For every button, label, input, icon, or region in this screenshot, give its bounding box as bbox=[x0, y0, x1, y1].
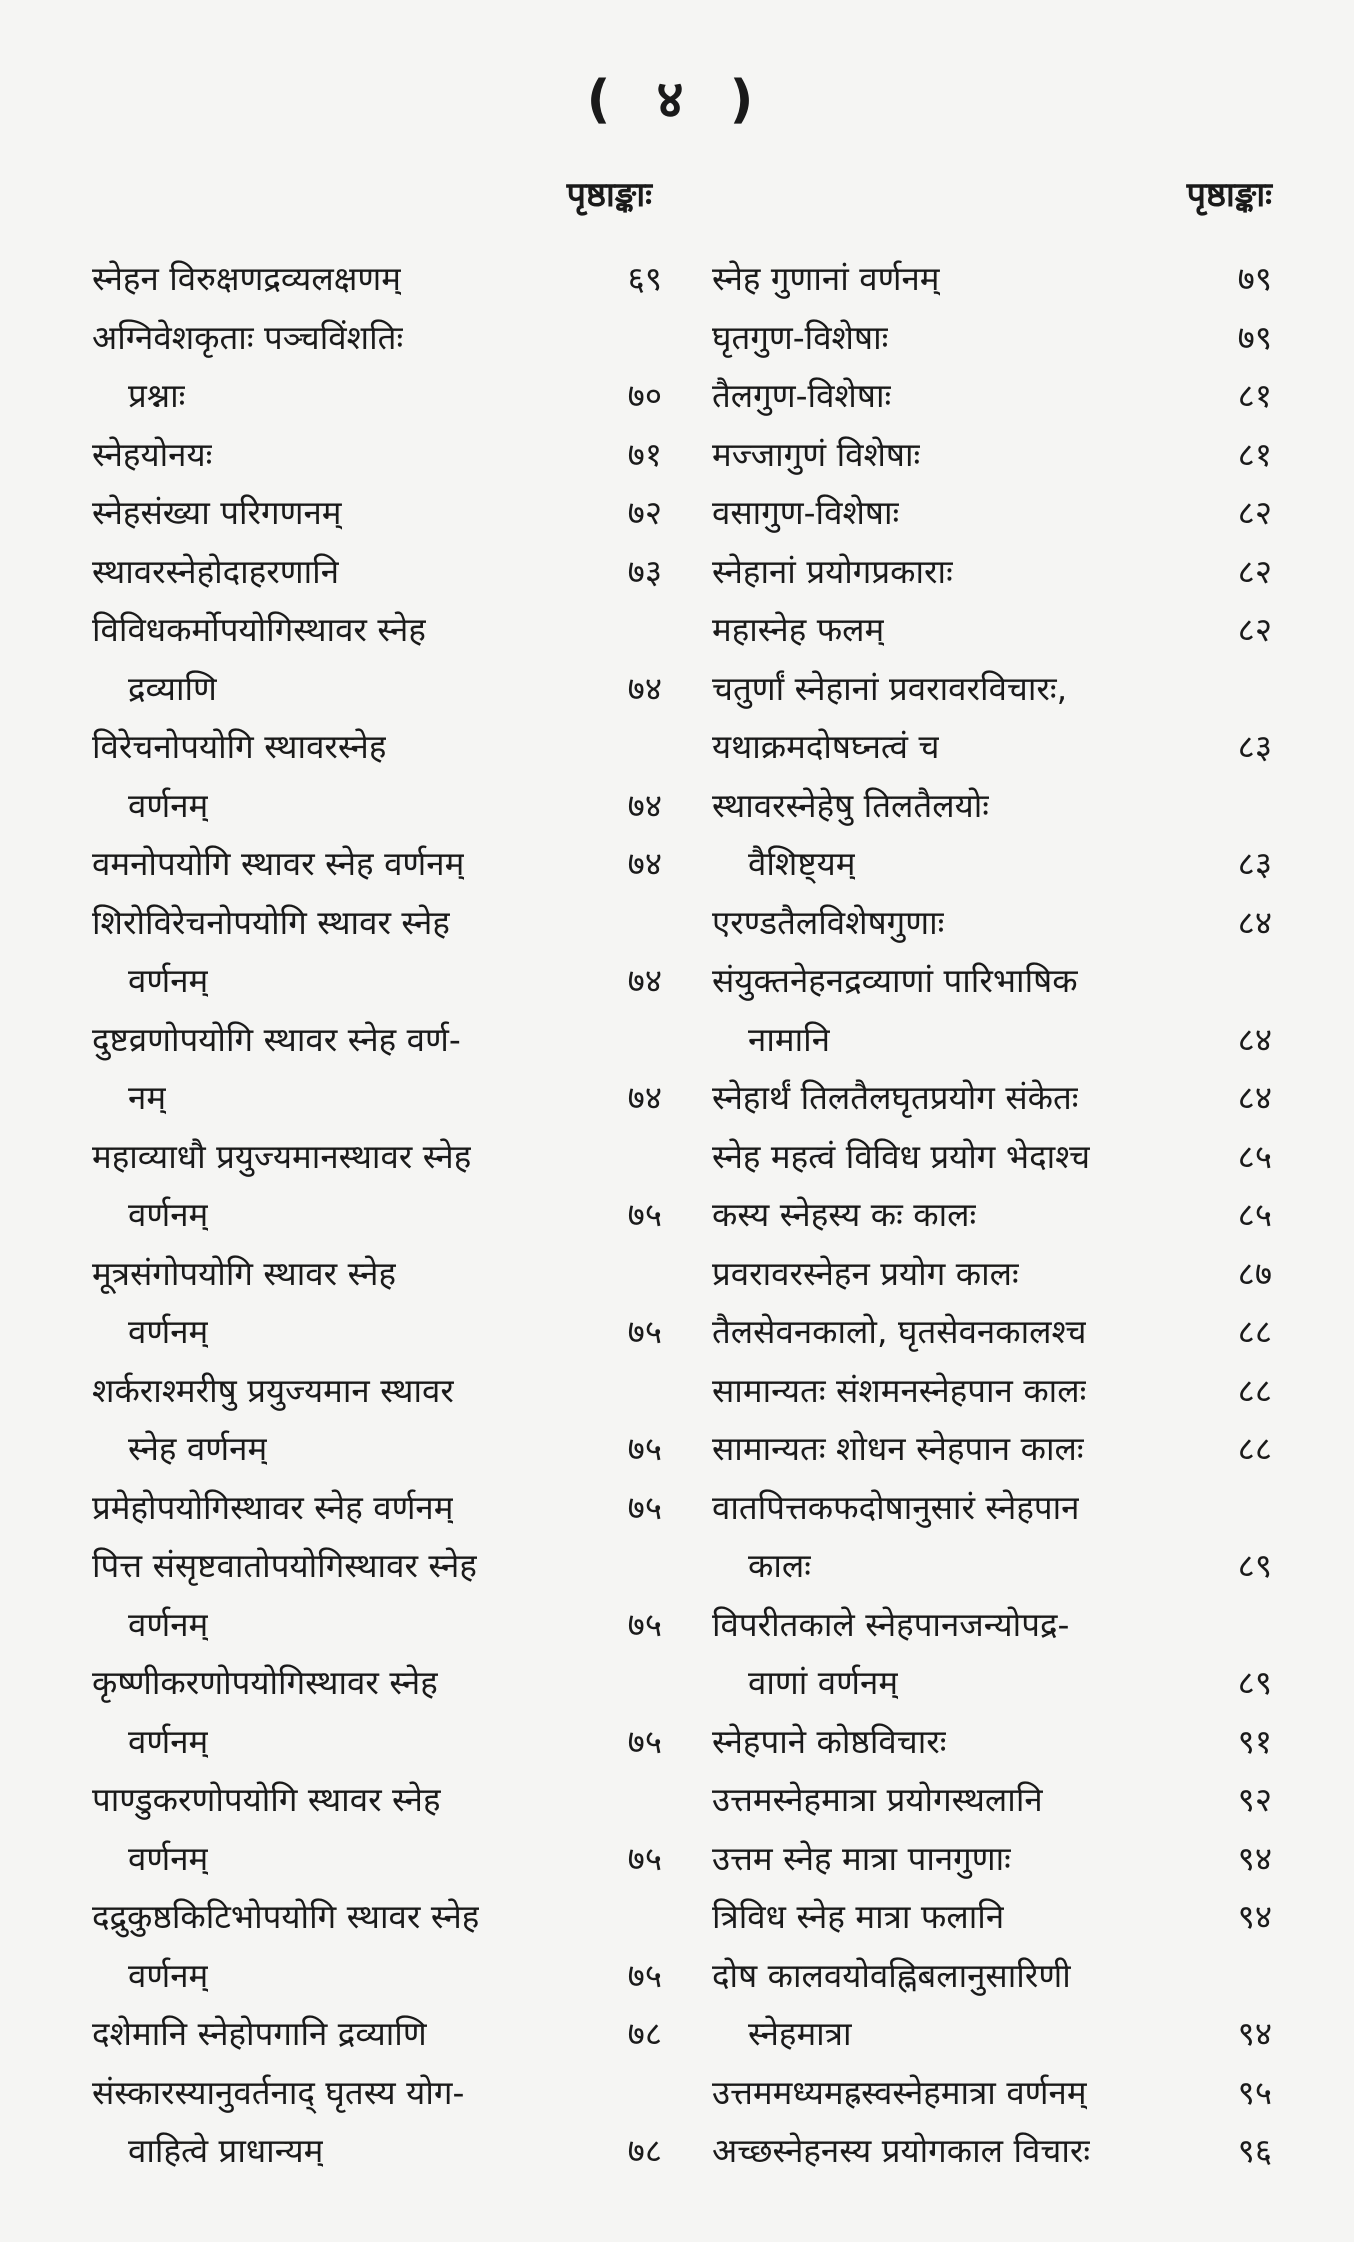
entry-page-number: ७५ bbox=[627, 1838, 662, 1878]
entry-title: मूत्रसंगोपयोगि स्थावर स्नेह bbox=[92, 1253, 397, 1293]
entry-page-number: ७५ bbox=[627, 1429, 662, 1468]
entry-page-number: ८२ bbox=[1237, 551, 1272, 591]
contents-entry bbox=[712, 1537, 1272, 1596]
contents-entry bbox=[712, 1245, 1272, 1304]
entry-title: स्नेहपाने कोष्ठविचारः bbox=[712, 1721, 947, 1761]
contents-column-left bbox=[92, 160, 662, 2181]
entry-title: वर्णनम् bbox=[128, 1604, 209, 1644]
entry-title: चतुर्णां स्नेहानां प्रवरावरविचारः, bbox=[712, 668, 1068, 708]
contents-entry bbox=[712, 660, 1272, 719]
entry-title: वसागुण-विशेषाः bbox=[712, 493, 900, 532]
entry-title: वर्णनम् bbox=[128, 1955, 209, 1995]
contents-entry bbox=[92, 367, 662, 426]
entry-title: महाव्याधौ प्रयुज्यमानस्थावर स्नेह bbox=[92, 1136, 472, 1176]
contents-entry bbox=[712, 1479, 1272, 1538]
contents-entry bbox=[92, 309, 662, 368]
entry-title: दोष कालवयोवह्निबलानुसारिणी bbox=[712, 1955, 1071, 1995]
page-column-heading-left: पृष्ठाङ्काः bbox=[566, 175, 652, 215]
entry-title: स्नेहन विरुक्षणद्रव्यलक्षणम् bbox=[92, 259, 401, 298]
entry-page-number: ८५ bbox=[1237, 1136, 1272, 1176]
contents-entry bbox=[712, 1303, 1272, 1362]
contents-entry bbox=[712, 777, 1272, 836]
contents-entry bbox=[92, 894, 662, 953]
contents-entry bbox=[92, 835, 662, 894]
entry-page-number: ७८ bbox=[627, 2014, 662, 2053]
contents-entry bbox=[712, 309, 1272, 368]
entry-page-number: ९४ bbox=[1237, 2014, 1272, 2053]
contents-entry bbox=[92, 1947, 662, 2006]
entry-page-number: ९१ bbox=[1237, 1721, 1272, 1761]
contents-entry bbox=[712, 1128, 1272, 1187]
entry-title: वर्णनम् bbox=[128, 785, 209, 825]
entry-title: वातपित्तकफदोषानुसारं स्नेहपान bbox=[712, 1487, 1080, 1527]
entry-page-number: ७४ bbox=[627, 844, 662, 883]
entry-page-number: ८५ bbox=[1237, 1195, 1272, 1234]
entry-page-number: ८४ bbox=[1237, 902, 1272, 942]
entry-page-number: ८८ bbox=[1237, 1370, 1272, 1410]
contents-entry bbox=[712, 367, 1272, 426]
entry-title: दशेमानि स्नेहोपगानि द्रव्याणि bbox=[92, 2014, 427, 2053]
contents-list-right bbox=[712, 250, 1272, 2181]
contents-column-right bbox=[712, 160, 1272, 2181]
entry-title: द्रव्याणि bbox=[128, 668, 217, 708]
contents-entry bbox=[712, 1888, 1272, 1947]
entry-title: उत्तमस्नेहमात्रा प्रयोगस्थलानि bbox=[712, 1780, 1043, 1819]
entry-title: नम् bbox=[128, 1078, 167, 1117]
entry-page-number: ८२ bbox=[1237, 610, 1272, 649]
entry-title: विरेचनोपयोगि स्थावरस्नेह bbox=[92, 727, 387, 766]
entry-title: स्थावरस्नेहोदाहरणानि bbox=[92, 551, 340, 591]
entry-title: संस्कारस्यानुवर्तनाद् घृतस्य योग- bbox=[92, 2072, 465, 2112]
entry-title: वाहित्वे प्राधान्यम् bbox=[128, 2131, 324, 2170]
entry-page-number: ७४ bbox=[627, 1078, 662, 1117]
entry-page-number: ७५ bbox=[627, 1955, 662, 1995]
entry-page-number: ७५ bbox=[627, 1487, 662, 1527]
entry-title: वर्णनम् bbox=[128, 1195, 209, 1234]
entry-title: शर्कराश्मरीषु प्रयुज्यमान स्थावर bbox=[92, 1370, 454, 1410]
contents-entry bbox=[92, 601, 662, 660]
page-column-heading-right: पृष्ठाङ्काः bbox=[1186, 175, 1272, 215]
contents-entry bbox=[92, 1128, 662, 1187]
entry-page-number: ७९ bbox=[1237, 317, 1272, 357]
contents-entry bbox=[712, 1362, 1272, 1421]
contents-entry bbox=[712, 1420, 1272, 1479]
entry-page-number: ७१ bbox=[627, 434, 662, 474]
entry-page-number: ८१ bbox=[1237, 434, 1272, 474]
contents-entry bbox=[92, 718, 662, 777]
contents-entry bbox=[712, 894, 1272, 953]
entry-title: दद्रुकुष्ठकिटिभोपयोगि स्थावर स्नेह bbox=[92, 1897, 480, 1936]
contents-list-left bbox=[92, 250, 662, 2181]
entry-page-number: ९५ bbox=[1237, 2072, 1272, 2112]
contents-entry bbox=[92, 1654, 662, 1713]
entry-page-number: ८९ bbox=[1237, 1546, 1272, 1585]
entry-page-number: ८९ bbox=[1237, 1663, 1272, 1702]
entry-page-number: ८२ bbox=[1237, 493, 1272, 532]
entry-title: त्रिविध स्नेह मात्रा फलानि bbox=[712, 1897, 1005, 1936]
entry-title: कस्य स्नेहस्य कः कालः bbox=[712, 1195, 977, 1234]
contents-entry bbox=[712, 1186, 1272, 1245]
contents-entry bbox=[92, 2064, 662, 2123]
entry-title: एरण्डतैलविशेषगुणाः bbox=[712, 902, 945, 942]
entry-title: स्थावरस्नेहेषु तिलतैलयोः bbox=[712, 785, 989, 825]
contents-entry bbox=[712, 543, 1272, 602]
entry-title: उत्तम स्नेह मात्रा पानगुणाः bbox=[712, 1838, 1011, 1878]
entry-page-number: ७४ bbox=[627, 961, 662, 1000]
entry-title: नामानि bbox=[748, 1019, 831, 1059]
contents-entry bbox=[712, 1947, 1272, 2006]
contents-entry bbox=[712, 1596, 1272, 1655]
contents-entry bbox=[712, 1654, 1272, 1713]
contents-entry bbox=[712, 835, 1272, 894]
entry-page-number: ७५ bbox=[627, 1195, 662, 1234]
entry-title: प्रवरावरस्नेहन प्रयोग कालः bbox=[712, 1253, 1019, 1293]
entry-page-number: ७४ bbox=[627, 668, 662, 708]
entry-title: वैशिष्ट्यम् bbox=[748, 844, 856, 883]
entry-title: वर्णनम् bbox=[128, 1838, 209, 1878]
contents-entry bbox=[92, 250, 662, 309]
contents-entry bbox=[92, 952, 662, 1011]
contents-entry bbox=[92, 426, 662, 485]
entry-title: सामान्यतः शोधन स्नेहपान कालः bbox=[712, 1429, 1084, 1468]
contents-entry bbox=[712, 426, 1272, 485]
entry-page-number: ८८ bbox=[1237, 1429, 1272, 1468]
entry-page-number: ६९ bbox=[627, 259, 662, 298]
entry-title: पाण्डुकरणोपयोगि स्थावर स्नेह bbox=[92, 1780, 441, 1819]
entry-page-number: ७३ bbox=[627, 551, 662, 591]
entry-title: स्नेह वर्णनम् bbox=[128, 1429, 268, 1468]
entry-title: वर्णनम् bbox=[128, 961, 209, 1000]
contents-entry bbox=[92, 1245, 662, 1304]
entry-title: वर्णनम् bbox=[128, 1312, 209, 1351]
entry-title: विविधकर्मोपयोगिस्थावर स्नेह bbox=[92, 610, 426, 649]
entry-page-number: ९४ bbox=[1237, 1897, 1272, 1936]
entry-title: पित्त संसृष्टवातोपयोगिस्थावर स्नेह bbox=[92, 1546, 477, 1585]
entry-page-number: ८३ bbox=[1237, 727, 1272, 766]
entry-page-number: ८७ bbox=[1237, 1253, 1272, 1293]
entry-title: वमनोपयोगि स्थावर स्नेह वर्णनम् bbox=[92, 844, 465, 883]
contents-entry bbox=[92, 1830, 662, 1889]
entry-title: स्नेह महत्वं विविध प्रयोग भेदाश्च bbox=[712, 1136, 1091, 1176]
entry-title: दुष्टव्रणोपयोगि स्थावर स्नेह वर्ण- bbox=[92, 1019, 461, 1059]
entry-title: स्नेह गुणानां वर्णनम् bbox=[712, 259, 940, 298]
contents-entry bbox=[92, 1420, 662, 1479]
entry-title: स्नेहसंख्या परिगणनम् bbox=[92, 493, 342, 532]
entry-title: विपरीतकाले स्नेहपानजन्योपद्र- bbox=[712, 1604, 1070, 1644]
entry-page-number: ७९ bbox=[1237, 259, 1272, 298]
entry-title: मज्जागुणं विशेषाः bbox=[712, 434, 921, 474]
entry-page-number: ७५ bbox=[627, 1312, 662, 1351]
contents-entry bbox=[712, 2005, 1272, 2064]
entry-page-number: ९४ bbox=[1237, 1838, 1272, 1878]
entry-page-number: ८४ bbox=[1237, 1078, 1272, 1117]
contents-entry bbox=[92, 2005, 662, 2064]
entry-title: वर्णनम् bbox=[128, 1721, 209, 1761]
contents-entry bbox=[712, 1771, 1272, 1830]
entry-page-number: ७० bbox=[627, 376, 662, 415]
entry-title: घृतगुण-विशेषाः bbox=[712, 317, 889, 357]
contents-entry bbox=[92, 660, 662, 719]
entry-title: स्नेहानां प्रयोगप्रकाराः bbox=[712, 551, 953, 591]
entry-title: स्नेहमात्रा bbox=[748, 2014, 852, 2053]
contents-entry bbox=[92, 1069, 662, 1128]
entry-page-number: ९२ bbox=[1237, 1780, 1272, 1819]
contents-entry bbox=[92, 1713, 662, 1772]
contents-entry bbox=[712, 250, 1272, 309]
contents-entry bbox=[92, 1771, 662, 1830]
entry-page-number: ८३ bbox=[1237, 844, 1272, 883]
entry-page-number: ९६ bbox=[1237, 2131, 1272, 2170]
entry-page-number: ७५ bbox=[627, 1721, 662, 1761]
contents-entry bbox=[712, 1830, 1272, 1889]
contents-entry bbox=[92, 484, 662, 543]
contents-entry bbox=[712, 484, 1272, 543]
entry-page-number: ७५ bbox=[627, 1604, 662, 1644]
entry-title: संयुक्तनेहनद्रव्याणां पारिभाषिक bbox=[712, 961, 1078, 1000]
entry-title: तैलसेवनकालो, घृतसेवनकालश्च bbox=[712, 1312, 1087, 1351]
contents-entry bbox=[92, 2122, 662, 2181]
contents-entry bbox=[92, 1537, 662, 1596]
contents-entry bbox=[92, 1303, 662, 1362]
entry-title: प्रमेहोपयोगिस्थावर स्नेह वर्णनम् bbox=[92, 1487, 454, 1527]
contents-entry bbox=[92, 543, 662, 602]
entry-title: सामान्यतः संशमनस्नेहपान कालः bbox=[712, 1370, 1087, 1410]
entry-title: शिरोविरेचनोपयोगि स्थावर स्नेह bbox=[92, 902, 450, 942]
entry-page-number: ८८ bbox=[1237, 1312, 1272, 1351]
contents-entry bbox=[92, 1479, 662, 1538]
contents-entry bbox=[92, 1362, 662, 1421]
entry-title: स्नेहयोनयः bbox=[92, 434, 213, 474]
entry-title: अच्छस्नेहनस्य प्रयोगकाल विचारः bbox=[712, 2131, 1091, 2170]
contents-entry bbox=[712, 1713, 1272, 1772]
contents-entry bbox=[92, 1888, 662, 1947]
entry-title: प्रश्नाः bbox=[128, 376, 186, 415]
contents-entry bbox=[712, 2064, 1272, 2123]
contents-entry bbox=[712, 1069, 1272, 1128]
entry-title: अग्निवेशकृताः पञ्चविंशतिः bbox=[92, 317, 404, 357]
entry-page-number: ८१ bbox=[1237, 376, 1272, 415]
contents-entry bbox=[712, 1011, 1272, 1070]
entry-title: स्नेहार्थं तिलतैलघृतप्रयोग संकेतः bbox=[712, 1078, 1079, 1117]
contents-entry bbox=[92, 777, 662, 836]
contents-entry bbox=[712, 2122, 1272, 2181]
entry-title: महास्नेह फलम् bbox=[712, 610, 885, 649]
page-number: ( ४ ) bbox=[586, 70, 768, 130]
contents-entry bbox=[92, 1596, 662, 1655]
entry-title: वाणां वर्णनम् bbox=[748, 1663, 899, 1702]
entry-title: कृष्णीकरणोपयोगिस्थावर स्नेह bbox=[92, 1663, 438, 1702]
entry-page-number: ७२ bbox=[627, 493, 662, 532]
contents-entry bbox=[92, 1011, 662, 1070]
entry-title: यथाक्रमदोषघ्नत्वं च bbox=[712, 727, 940, 766]
contents-entry bbox=[712, 718, 1272, 777]
contents-entry bbox=[92, 1186, 662, 1245]
entry-title: तैलगुण-विशेषाः bbox=[712, 376, 892, 415]
entry-page-number: ८४ bbox=[1237, 1019, 1272, 1059]
entry-title: कालः bbox=[748, 1546, 811, 1585]
entry-page-number: ७४ bbox=[627, 785, 662, 825]
entry-page-number: ७८ bbox=[627, 2131, 662, 2170]
entry-title: उत्तममध्यमह्रस्वस्नेहमात्रा वर्णनम् bbox=[712, 2072, 1087, 2112]
contents-entry bbox=[712, 952, 1272, 1011]
contents-entry bbox=[712, 601, 1272, 660]
